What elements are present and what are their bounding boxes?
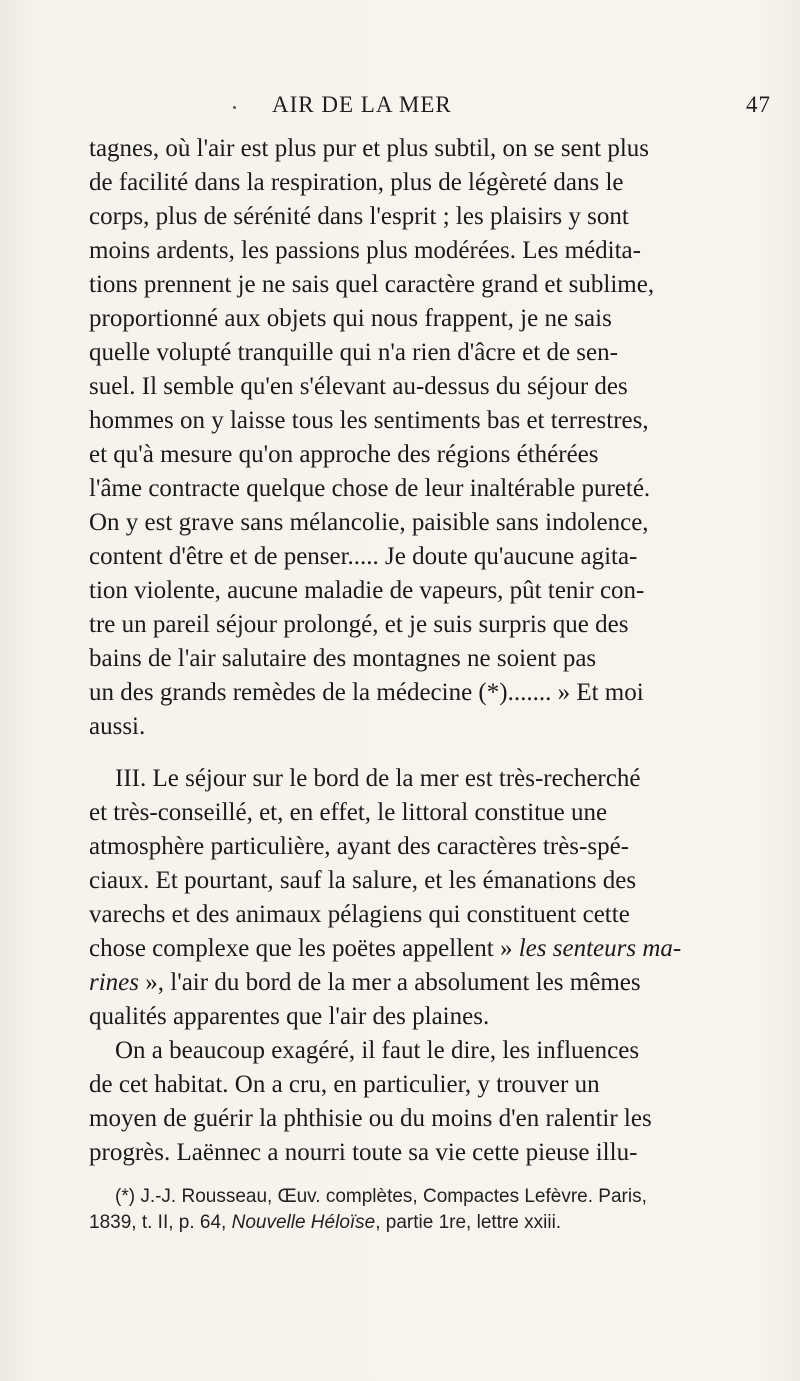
text-line-segment: chose complexe que les poëtes appellent » (89, 935, 519, 962)
text-line-segment: », l'air du bord de la mer a absolument les mêmes (139, 969, 641, 996)
italic-phrase: les senteurs ma- (518, 935, 682, 962)
text-line: de cet habitat. On a cru, en particulier, y trouver un (89, 1071, 600, 1098)
text-line: suel. Il semble qu'en s'élevant au-dessus du séjour des (89, 373, 628, 400)
text-line: tions prennent je ne sais quel caractère grand et sublime, (89, 271, 655, 298)
footnote-work-title: Nouvelle Héloïse (231, 1212, 376, 1233)
header-dot (233, 106, 236, 109)
text-line: tion violente, aucune maladie de vapeurs, pût tenir con- (89, 577, 645, 604)
text-line: content d'être et de penser..... Je doute qu'aucune agita- (89, 543, 638, 570)
text-line: tre un pareil séjour prolongé, et je suis surpris que des (89, 611, 629, 638)
text-line: un des grands remèdes de la médecine (*)....... » Et moi (89, 679, 644, 706)
text-line: corps, plus de sérénité dans l'esprit ; les plaisirs y sont (89, 203, 629, 230)
text-line: de facilité dans la respiration, plus de légèreté dans le (89, 169, 624, 196)
italic-phrase: rines (89, 969, 139, 996)
running-header (0, 92, 800, 122)
page-number: 47 (746, 92, 771, 117)
text-line: et qu'à mesure qu'on approche des régions éthérées (89, 441, 599, 468)
text-line: varechs et des animaux pélagiens qui constituent cette (89, 901, 630, 928)
text-line: bains de l'air salutaire des montagnes ne soient pas (89, 645, 597, 672)
text-line (89, 966, 641, 1000)
text-line: On y est grave sans mélancolie, paisible sans indolence, (89, 509, 649, 536)
text-line: quelle volupté tranquille qui n'a rien d'âcre et de sen- (89, 339, 618, 366)
text-line: progrès. Laënnec a nourri toute sa vie cette pieuse illu- (89, 1139, 638, 1166)
text-line: moyen de guérir la phthisie ou du moins d'en ralentir les (89, 1105, 652, 1132)
text-line (89, 932, 681, 966)
text-line: On a beaucoup exagéré, il faut le dire, les influences (115, 1037, 640, 1064)
text-line: l'âme contracte quelque chose de leur inaltérable pureté. (89, 475, 651, 502)
text-line: proportionné aux objets qui nous frappent, je ne sais (89, 305, 612, 332)
footnote-line: (*) J.-J. Rousseau, Œuv. complètes, Compactes Lefèvre. Paris, (115, 1186, 647, 1207)
footnote-segment: , partie 1re, lettre xxiii. (375, 1212, 562, 1233)
footnote-line (89, 1210, 561, 1236)
text-line: hommes on y laisse tous les sentiments bas et terrestres, (89, 407, 649, 434)
text-line: aussi. (89, 713, 146, 740)
text-line: qualités apparentes que l'air des plaines. (89, 1003, 490, 1030)
text-line: et très-conseillé, et, en effet, le littoral constitue une (89, 799, 608, 826)
text-line: atmosphère particulière, ayant des caractères très-spé- (89, 833, 629, 860)
text-line: tagnes, où l'air est plus pur et plus subtil, on se sent plus (89, 135, 650, 162)
running-title: AIR DE LA MER (272, 92, 452, 117)
text-line: III. Le séjour sur le bord de la mer est très-recherché (115, 765, 641, 792)
footnote-segment: 1839, t. II, p. 64, (89, 1212, 232, 1233)
text-line: moins ardents, les passions plus modérées. Les médita- (89, 237, 641, 264)
text-line: ciaux. Et pourtant, sauf la salure, et les émanations des (89, 867, 637, 894)
